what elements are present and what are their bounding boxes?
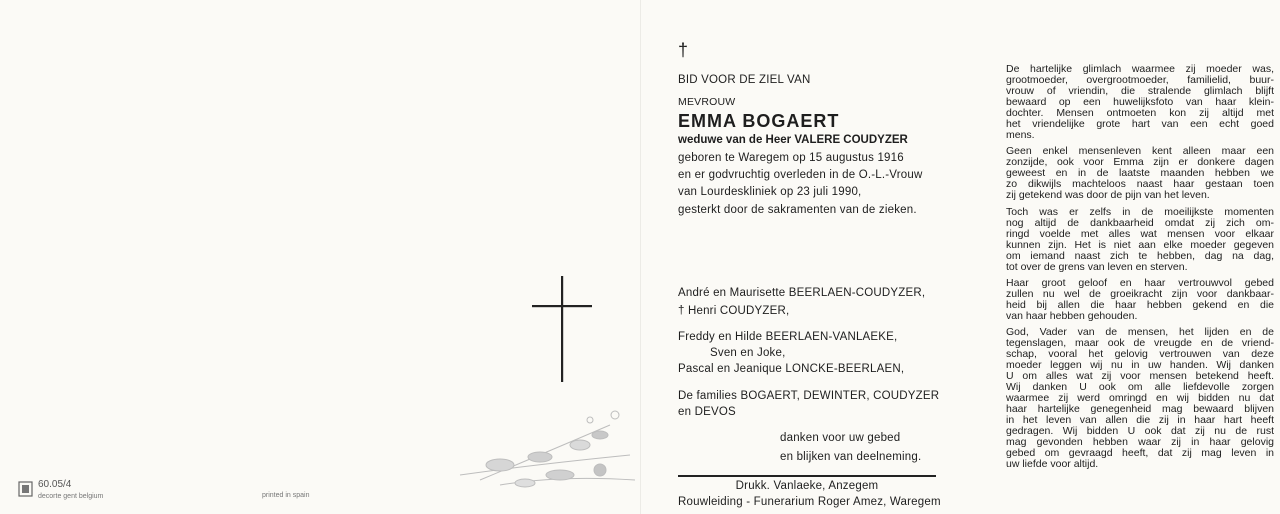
footer-divider [678, 475, 936, 477]
family-line: Pascal en Jeanique LONCKE-BEERLAEN, [678, 363, 905, 375]
text-line: nog altijd de dankbaarheid omdat zij zich om- [1006, 218, 1274, 229]
paragraph [1006, 278, 1274, 322]
text-line: uw liefde voor altijd. [1006, 459, 1099, 470]
family-line: en DEVOS [678, 406, 736, 418]
text-line: zij getekend was door de pijn van het leven. [1006, 190, 1210, 201]
text-line: zullen nu wel de groeikracht zijn voor dankbaar- [1006, 289, 1274, 300]
text-line: gedragen. Wij bidden U ook dat zij nu de rust [1006, 426, 1274, 437]
text-line: U om alles wat zij voor mensen betekend heeft. [1006, 371, 1274, 382]
family-line: De families BOGAERT, DEWINTER, COUDYZER [678, 390, 940, 402]
detail-line: gesterkt door de sakramenten van de zieken. [678, 204, 917, 216]
deceased-name: EMMA BOGAERT [678, 111, 840, 131]
text-line: gebed om gevraagd heeft, dat zij mag leven in [1006, 448, 1274, 459]
card-code: 60.05/4 [38, 479, 72, 490]
detail-line: en er godvruchtig overleden in de O.-L.-Vrouw [678, 169, 923, 181]
text-line: mens. [1006, 130, 1035, 141]
publisher-logo-icon [18, 480, 34, 498]
text-line: Geen enkel mensenleven kent alleen maar een [1006, 146, 1274, 157]
flowers-illustration [440, 395, 640, 495]
paragraph [1006, 207, 1274, 273]
paragraph [1006, 327, 1274, 470]
cross-symbol: † [678, 40, 689, 60]
text-line: Haar groot geloof en haar vertrouwvol gebed [1006, 278, 1274, 289]
text-line: God, Vader van de mensen, het lijden en de [1006, 327, 1274, 338]
prayer-heading: BID VOOR DE ZIEL VAN [678, 74, 811, 86]
text-line: moeder leggen wij nu in uw handen. Wij danken [1006, 360, 1274, 371]
text-line: dochter. Mensen ontmoeten kon zij altijd met [1006, 108, 1274, 119]
text-line: tot over de grens van leven en sterven. [1006, 262, 1188, 273]
text-line: het vriendelijke grote hart van een echt goed [1006, 119, 1274, 130]
card-fold [640, 0, 641, 514]
text-line: zo dikwijls machteloos naast haar gestaan toen [1006, 179, 1274, 190]
text-line: waarmee zij werd omringd en wij bidden nu dat [1006, 393, 1274, 404]
text-line: geweest en in de laatste maanden hebben we [1006, 168, 1274, 179]
text-line: Wij danken U ook om alle liefdevolle zorgen [1006, 382, 1274, 393]
text-line: ringd voelde met alles wat mensen voor elkaar [1006, 229, 1274, 240]
paragraph [1006, 146, 1274, 201]
cross-icon [530, 276, 594, 384]
printed-text: printed in spain [262, 492, 310, 499]
detail-line: van Lourdeskliniek op 23 juli 1990, [678, 186, 862, 198]
text-line: heid bij allen die haar hebben gekend en die [1006, 300, 1274, 311]
text-line: in het leven van allen die zij in haar hart heeft [1006, 415, 1274, 426]
publisher-text: decorte gent belgium [38, 493, 104, 500]
text-line: tegenslagen, maar ook de vreugde en de vriend- [1006, 338, 1274, 349]
text-line: bewaard op een huwelijksfoto van haar klein- [1006, 97, 1274, 108]
text-line: schap, vooral het gelovig vertrouwen van deze [1006, 349, 1274, 360]
text-line: zonzijde, ook voor Emma zijn er donkere dagen [1006, 157, 1274, 168]
text-line: mag gevonden hebben waar zij in haar gelovig [1006, 437, 1274, 448]
text-line: kunnen zijn. Het is niet aan elke moeder gegeven [1006, 240, 1274, 251]
text-line: om iemand naast zich te hebben, dag na dag, [1006, 251, 1274, 262]
thanks-line: danken voor uw gebed [780, 432, 901, 444]
thanks-line: en blijken van deelneming. [780, 451, 922, 463]
family-line: † Henri COUDYZER, [678, 305, 790, 317]
text-line: Toch was er zelfs in de moeilijkste momenten [1006, 207, 1274, 218]
paragraph [1006, 64, 1274, 141]
text-line: grootmoeder, overgrootmoeder, familielid, buur- [1006, 75, 1274, 86]
family-line: Sven en Joke, [710, 347, 786, 359]
family-line: Freddy en Hilde BEERLAEN-VANLAEKE, [678, 331, 898, 343]
text-line: haar hartelijke genegenheid mag bewaard blijven [1006, 404, 1274, 415]
widow-text: weduwe van de Heer VALERE COUDYZER [678, 134, 908, 146]
printer-text: Drukk. Vanlaeke, Anzegem [735, 480, 879, 492]
funeral-text: Rouwleiding - Funerarium Roger Amez, Waregem [678, 496, 941, 508]
text-line: van haar hebben gehouden. [1006, 311, 1138, 322]
detail-line: geboren te Waregem op 15 augustus 1916 [678, 152, 904, 164]
title-text: MEVROUW [678, 96, 736, 108]
text-line: vrouw of vriendin, die stralende glimlach blijft [1006, 86, 1274, 97]
text-line: De hartelijke glimlach waarmee zij moeder was, [1006, 64, 1274, 75]
family-line: André en Maurisette BEERLAEN-COUDYZER, [678, 287, 926, 299]
